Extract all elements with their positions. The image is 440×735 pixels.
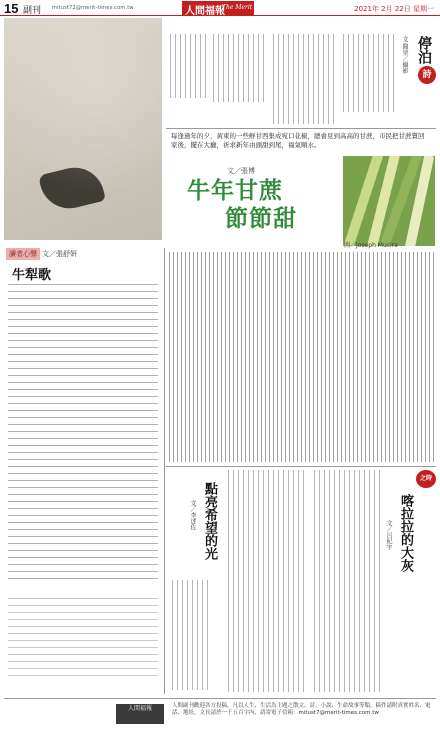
- right-article-author: 文／呂紀宇: [385, 520, 392, 550]
- section-name: 副刊: [23, 6, 42, 16]
- footer-logo: 人間福報: [116, 704, 164, 724]
- left-article-tag: 讀者心聲: [6, 248, 40, 260]
- page-header: [0, 0, 440, 16]
- sugarcane-author: 文／張博: [227, 167, 255, 175]
- left-article: [4, 248, 162, 680]
- sugarcane-title-line1: 牛年甘蔗: [187, 177, 283, 204]
- poem-badge: 詩: [418, 66, 436, 84]
- beach-boat-photo: [4, 18, 162, 240]
- left-article-footnote: [8, 598, 158, 676]
- masthead-chinese: 人間福報: [185, 6, 225, 17]
- mid-article-body-left: [168, 580, 208, 690]
- mid-article-body-right: [224, 470, 304, 692]
- poem-stanza-3: [212, 34, 264, 102]
- photo-credit: 圖／Joseph Mucira: [344, 242, 398, 249]
- mid-article-author: 文／李述佐: [189, 500, 196, 530]
- page-number: 15: [4, 1, 19, 16]
- right-article-badge: 之時: [416, 470, 436, 488]
- left-article-title: 牛犁歌: [12, 268, 52, 283]
- poem-author: 文·聞堃／攝影: [401, 36, 408, 74]
- right-article-title: 喀拉拉的大灰: [398, 494, 413, 572]
- section-email: mitust72@merit-times.com.tw: [52, 5, 134, 11]
- sugarcane-article-header: [165, 132, 435, 252]
- mid-article-title: 點亮希望的光: [202, 482, 217, 560]
- left-article-body: [8, 284, 158, 584]
- masthead: [182, 1, 273, 17]
- sugarcane-body-upper: [168, 252, 434, 462]
- footer-notice: 人間副刊歡迎各方投稿，凡以人生、生活為主題之散文、詩、小說、生命故事等類，稿件請附真實姓名、電話、地址，文長請於一千五百字內，請寄電子信箱：mitust7@merit-times.com.tw: [172, 703, 431, 716]
- sugarcane-photo: [343, 156, 435, 246]
- poem-stanza-1: [342, 34, 394, 112]
- poem-title: 停泊: [416, 36, 432, 64]
- poem-stanza-2: [270, 34, 334, 124]
- right-article-body: [310, 470, 380, 692]
- poem-stanza-4: [168, 34, 206, 98]
- page-footer: [4, 698, 436, 730]
- issue-date: 2021年 2月 22日 星期一: [354, 5, 434, 13]
- left-article-author: 文／張舒妍: [42, 250, 77, 258]
- sugarcane-intro: 每逢過年的夕，黃東的一些鮮甘西集成宛口花椒，總會見到高高的甘蔗，市民把甘蔗賣回家後，擺在大廳，祈求新年由頭甜到尾，福氣順水。: [171, 132, 425, 149]
- sugarcane-title-line2: 節節甜: [225, 205, 297, 232]
- masthead-english: The Merit Times: [222, 4, 273, 11]
